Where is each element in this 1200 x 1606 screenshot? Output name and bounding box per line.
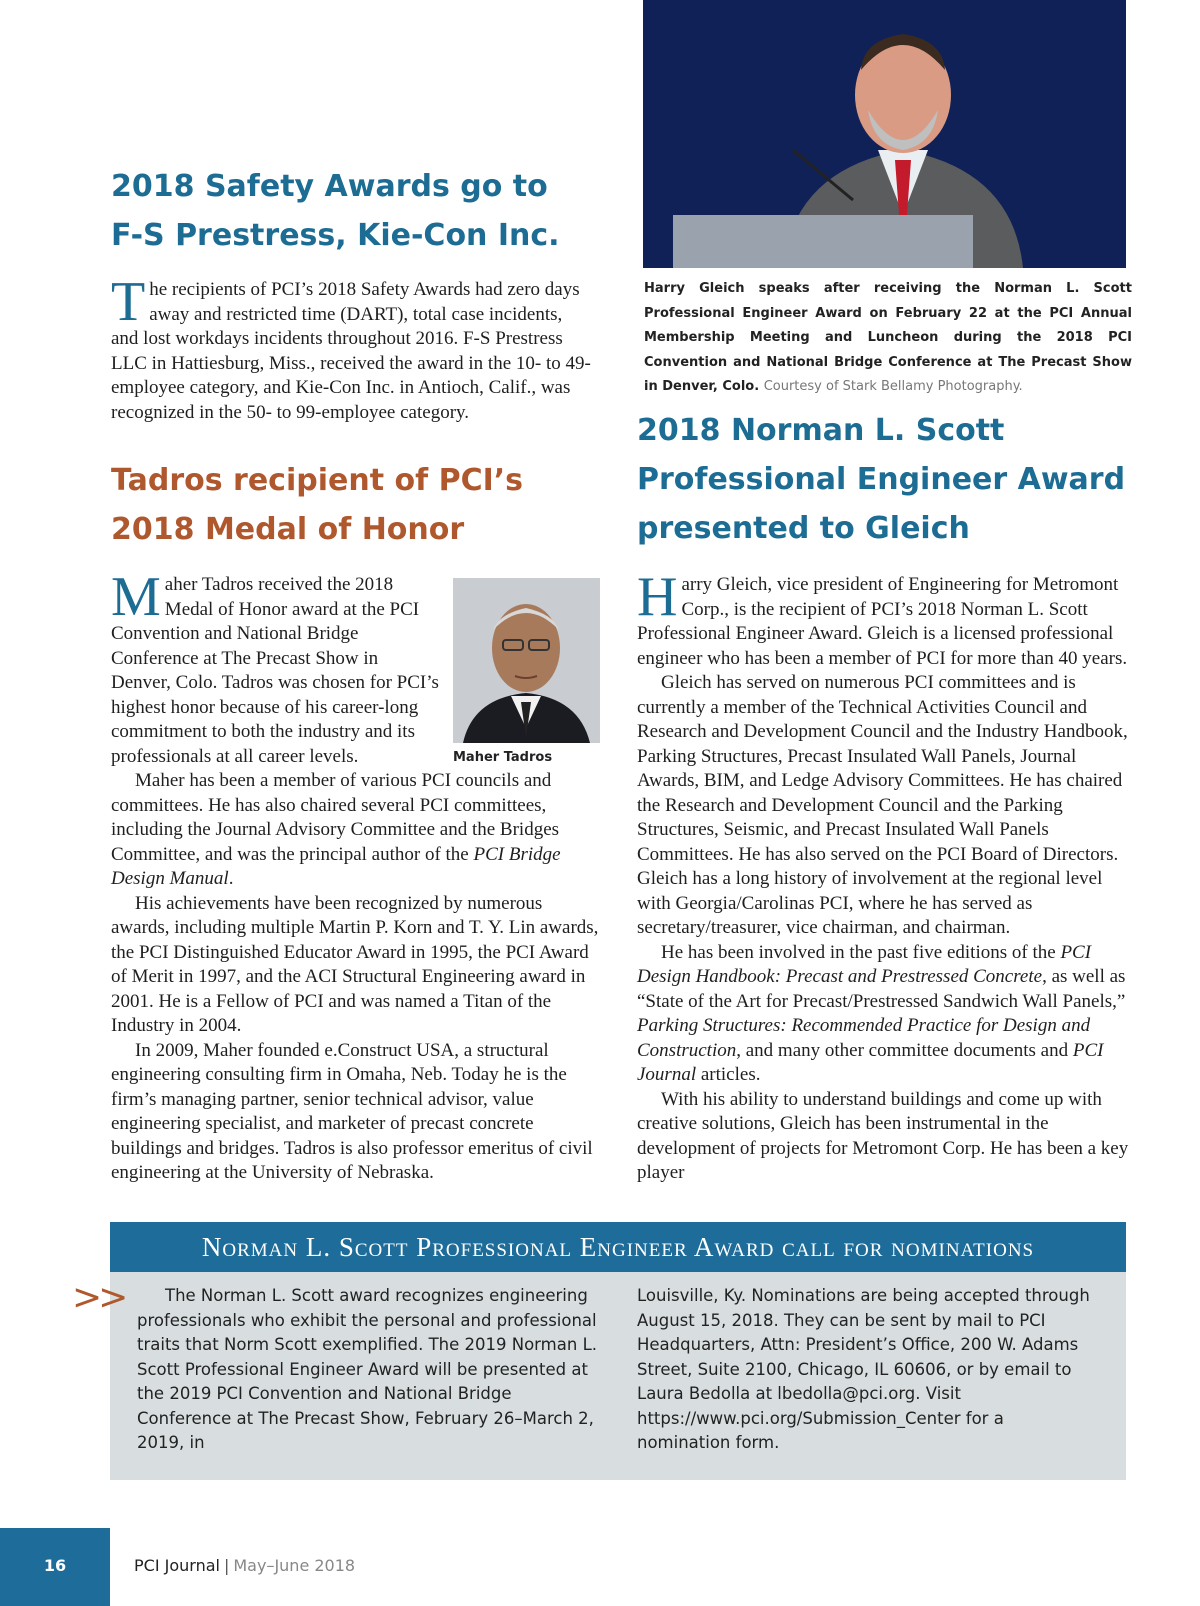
harry-gleich-photo (643, 0, 1126, 268)
footer-journal: PCI Journal | May–June 2018 (134, 1556, 356, 1575)
article-gleich (637, 406, 1157, 553)
chevron-marker-icon: >> (72, 1277, 125, 1318)
tadros-body: Maher has been a member of various PCI councils and committees. He has also chaired several PCI committees, including the Journal Advisory Committee and the Bridges Committee, and was the principal author of the PCI Bridge Design Manual. His achievements have been recognized by numerous awards, including multiple Martin P. Korn and T. Y. Lin awards, the PCI Distinguished Educator Award in 1995, the PCI Award of Merit in 1997, and the ACI Structural Engineering award in 2001. He is a Fellow of PCI and was named a Titan of the Industry in 2004. In 2009, Maher founded e.Construct USA, a structural engineering consulting firm in Omaha, Neb. Today he is the firm’s managing partner, senior technical advisor, value engineering specialist, and marketer of precast concrete buildings and bridges. Tadros is also professor emeritus of civil engineering at the University of Nebraska. (111, 770, 599, 1183)
headline-safety-awards: 2018 Safety Awards go to F-S Prestress, Kie-Con Inc. (111, 169, 560, 253)
dropcap: T (111, 271, 146, 333)
tadros-intro: Maher Tadros received the 2018 Medal of Honor award at the PCI Convention and National Bridge Conference at The Precast Show in Denver, Colo. Tadros was chosen for PCI’s highest honor because of his career-long commitment to both the industry and its professionals at all career levels. (111, 566, 439, 767)
callout-left-text: The Norman L. Scott award recognizes engineering professionals who exhibit the personal and professional traits that Norm Scott exemplified. The 2019 Norman L. Scott Professional Engineer Award will be presented at the 2019 PCI Convention and National Bridge Conference at The Precast Show, February 26–March 2, 2019, in (137, 1286, 598, 1452)
headline-tadros: Tadros recipient of PCI’s 2018 Medal of Honor (111, 463, 524, 547)
dropcap: H (637, 566, 678, 628)
gleich-body: Harry Gleich, vice president of Engineering for Metromont Corp., is the recipient of PCI’s 2018 Norman L. Scott Professional Engineer Award. Gleich is a licensed professional engineer who has been a member of PCI for more than 40 years. Gleich has served on numerous PCI committees and is currently a member of the Technical Activities Council and Research and Development Council and the Industry Handbook, Parking Structures, Precast Insulated Wall Panels, Journal Awards, BIM, and Ledge Advisory Committees. He has chaired the Research and Development Council and the Parking Structures, Seismic, and Precast Insulated Wall Panels Committees. He has also served on the PCI Board of Directors. Gleich has a long history of involvement at the regional level with Georgia/Carolinas PCI, where he has served as secretary/treasurer, vice chairman, and chairman. He has been involved in the past five editions of the PCI Design Handbook: Precast and Prestressed Concrete, as well as “State of the Art for Precast/Prestressed Sandwich Wall Panels,” Parking Structures: Recommended Practice for Design and Construction, and many other committee documents and PCI Journal articles. With his ability to understand buildings and come up with creative solutions, Gleich has been instrumental in the development of projects for Metromont Corp. He has been a key player (637, 566, 1129, 1183)
headline-gleich: 2018 Norman L. Scott Professional Engineer Award presented to Gleich (637, 413, 1126, 546)
callout-right-text: Louisville, Ky. Nominations are being accepted through August 15, 2018. They can be sent by mail to PCI Headquarters, Attn: President’s Office, 200 W. Adams Street, Suite 2100, Chicago, IL 60606, or by email to Laura Bedolla at lbedolla@pci.org. Visit https://www.pci.org/Submission_Center for a nomination form. (637, 1286, 1090, 1452)
article-tadros (111, 456, 611, 554)
maher-tadros-photo (453, 578, 600, 743)
maher-photo-caption: Maher Tadros (453, 750, 553, 765)
page-number: 16 (43, 1556, 67, 1575)
speaker-illustration (643, 0, 1126, 268)
callout-title: Norman L. Scott Professional Engineer Award call for nominations (110, 1222, 1126, 1272)
safety-awards-body: The recipients of PCI’s 2018 Safety Awards had zero days away and restricted time (DART), total case incidents, and lost workdays incidents throughout 2016. F-S Prestress LLC in Hattiesburg, Miss., received the award in the 10- to 49-employee category, and Kie-Con Inc. in Antioch, Calif., was recognized in the 50- to 99-employee category. (111, 271, 591, 423)
dropcap: M (111, 566, 161, 628)
article-safety-awards (111, 162, 611, 260)
harry-photo-caption: Harry Gleich speaks after receiving the Norman L. Scott Professional Engineer Award on February 22 at the PCI Annual Membership Meeting and Luncheon during the 2018 PCI Convention and National Bridge Conference at The Precast Show in Denver, Colo. Courtesy of Stark Bellamy Photography. (644, 281, 1132, 394)
portrait-illustration (453, 578, 600, 743)
